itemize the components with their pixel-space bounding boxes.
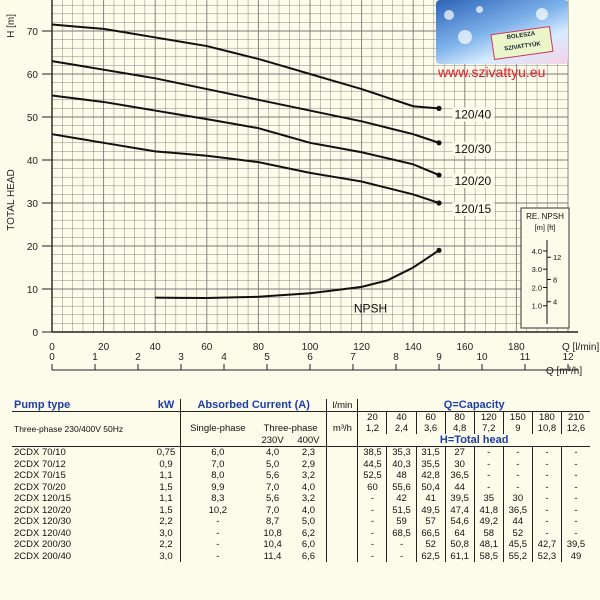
head-value-cell: 30 <box>503 493 532 505</box>
single-phase-cell: 10,2 <box>180 505 254 517</box>
spacer-cell <box>255 412 291 424</box>
head-value-cell: 68,5 <box>387 528 416 540</box>
x-tick-label-lmin: 0 <box>49 342 55 353</box>
npsh-ft-label: 8 <box>553 275 558 285</box>
head-value-cell: 64 <box>445 528 474 540</box>
head-value-cell: 49,5 <box>416 505 445 517</box>
head-value-cell: 55,6 <box>387 482 416 494</box>
table-row <box>12 493 590 505</box>
npsh-inset-units: [m] [ft] <box>534 223 556 232</box>
y-tick-label: 10 <box>26 285 38 296</box>
x-tick-label-lmin: 140 <box>404 342 422 353</box>
single-phase-cell: 7,0 <box>180 459 254 471</box>
x-tick-label-lmin: 180 <box>508 342 525 353</box>
head-value-cell: 47,4 <box>445 505 474 517</box>
pump-type-cell: 2CDX 120/20 <box>14 504 72 516</box>
npsh-inset-title: RE. NPSH <box>526 212 564 221</box>
head-value-cell: - <box>561 493 590 505</box>
capacity-m3h-cell: 1,2 <box>358 423 387 434</box>
x-axis-title-m3h: Q [m³/h] <box>546 366 583 377</box>
head-value-cell: - <box>358 539 387 551</box>
current-400v-cell: 6,6 <box>301 550 316 562</box>
pump-spec-table <box>12 399 590 562</box>
head-value-cell: 52,5 <box>358 470 387 482</box>
head-value-cell: - <box>474 482 503 494</box>
kw-cell: 0,9 <box>159 458 173 470</box>
head-value-cell: - <box>358 551 387 563</box>
y-axis-h-label: H [m] <box>6 14 17 38</box>
current-400v-cell: 2,3 <box>301 447 316 458</box>
table-row <box>12 482 590 494</box>
capacity-m3h-cell: 2,4 <box>387 423 416 434</box>
x-tick-label-m3h: 7 <box>350 352 356 363</box>
head-value-cell: 30 <box>445 459 474 471</box>
npsh-m-label: 2.0 <box>531 283 542 293</box>
head-value-cell: 54,6 <box>445 516 474 528</box>
capacity-lmin-cell: 180 <box>532 412 561 424</box>
head-value-cell: - <box>503 470 532 482</box>
head-value-cell: - <box>561 447 590 459</box>
header-unit-lmin: l/min <box>327 399 358 412</box>
capacity-m3h-cell: 3,6 <box>416 423 445 434</box>
npsh-m-label: 1.0 <box>531 301 542 311</box>
y-tick-label: 60 <box>26 70 38 81</box>
brand-logo <box>436 0 568 64</box>
header-total-head: H=Total head <box>358 434 590 447</box>
head-value-cell: - <box>503 482 532 494</box>
capacity-lmin-cell: 120 <box>474 412 503 424</box>
table-row <box>12 505 590 517</box>
header-unit-m3h: m³/h <box>327 423 358 434</box>
table-row <box>12 470 590 482</box>
y-axis-title: TOTAL HEAD <box>6 169 17 231</box>
current-400v-cell: 6,0 <box>301 539 316 550</box>
x-tick-label-m3h: 5 <box>264 352 270 363</box>
pump-type-cell: 2CDX 120/30 <box>14 516 72 527</box>
pump-type-cell: 2CDX 120/40 <box>14 527 72 539</box>
x-tick-label-m3h: 10 <box>476 352 488 363</box>
header-absorbed-current: Absorbed Current (A) <box>180 399 326 412</box>
head-value-cell: 42 <box>387 493 416 505</box>
current-400v-cell: 6,2 <box>301 527 316 539</box>
logo-bubble <box>476 6 483 13</box>
head-value-cell: 61,1 <box>445 551 474 563</box>
capacity-m3h-cell: 7,2 <box>474 423 503 434</box>
current-230v-cell: 5,0 <box>265 458 280 470</box>
head-value-cell: 51,5 <box>387 505 416 517</box>
spacer-cell <box>327 493 358 505</box>
table-row <box>12 516 590 528</box>
kw-cell: 3,0 <box>159 527 173 539</box>
x-tick-label-m3h: 1 <box>92 352 98 363</box>
head-value-cell: 35,3 <box>387 447 416 459</box>
head-value-cell: - <box>503 447 532 459</box>
head-value-cell: 44 <box>503 516 532 528</box>
head-value-cell: 42,7 <box>532 539 561 551</box>
single-phase-cell: - <box>180 516 254 528</box>
kw-cell: 0,75 <box>156 447 176 458</box>
spacer-cell <box>327 528 358 540</box>
logo-bubble <box>444 10 454 20</box>
head-value-cell: 57 <box>416 516 445 528</box>
capacity-m3h-cell: 9 <box>503 423 532 434</box>
single-phase-cell: 6,0 <box>180 447 254 459</box>
kw-cell: 3,0 <box>159 550 173 562</box>
spec-table <box>12 399 590 562</box>
head-value-cell: 62,5 <box>416 551 445 563</box>
pump-type-cell: 2CDX 70/12 <box>14 458 66 470</box>
single-phase-cell: - <box>180 551 254 563</box>
pump-type-cell: 2CDX 200/30 <box>14 539 72 550</box>
series-label: 120/20 <box>454 174 492 189</box>
head-value-cell: 58,5 <box>474 551 503 563</box>
single-phase-cell: 8,3 <box>180 493 254 505</box>
x-tick-label-lmin: 20 <box>98 342 110 353</box>
header-400v: 400V <box>297 434 320 446</box>
current-400v-cell: 2,9 <box>301 458 316 470</box>
spacer-cell <box>290 412 326 424</box>
current-400v-cell: 3,2 <box>301 493 316 504</box>
spacer-cell <box>152 412 180 424</box>
single-phase-cell: 8,0 <box>180 470 254 482</box>
head-value-cell: 52 <box>416 539 445 551</box>
head-value-cell: 59 <box>387 516 416 528</box>
x-tick-label-m3h: 6 <box>307 352 313 363</box>
table-row <box>12 447 590 459</box>
spacer-cell <box>12 412 152 424</box>
head-value-cell: 39,5 <box>445 493 474 505</box>
current-400v-cell: 4,0 <box>301 504 316 516</box>
current-230v-cell: 8,7 <box>265 516 280 527</box>
head-value-cell: 55,2 <box>503 551 532 563</box>
head-value-cell: - <box>532 459 561 471</box>
head-value-cell: 36,5 <box>445 470 474 482</box>
current-230v-cell: 5,6 <box>265 493 280 504</box>
series-label: 120/15 <box>454 202 492 216</box>
head-value-cell: 27 <box>445 447 474 459</box>
head-value-cell: - <box>561 470 590 482</box>
logo-bubble <box>536 8 548 20</box>
head-value-cell: 31,5 <box>416 447 445 459</box>
head-value-cell: 58 <box>474 528 503 540</box>
head-value-cell: 41,8 <box>474 505 503 517</box>
head-value-cell: 50,4 <box>416 482 445 494</box>
header-three-phase-voltage: Three-phase 230/400V 50Hz <box>14 423 124 434</box>
table-row <box>12 551 590 563</box>
head-value-cell: - <box>561 516 590 528</box>
head-value-cell: 39,5 <box>561 539 590 551</box>
head-value-cell: - <box>532 528 561 540</box>
current-230v-cell: 7,0 <box>265 481 280 493</box>
spacer-cell <box>327 482 358 494</box>
kw-cell: 1,5 <box>159 504 173 516</box>
head-value-cell: - <box>561 482 590 494</box>
series-label: 120/40 <box>454 107 492 122</box>
capacity-lmin-cell: 60 <box>416 412 445 424</box>
series-end-point <box>436 140 441 145</box>
single-phase-cell: - <box>180 539 254 551</box>
head-value-cell: - <box>387 551 416 563</box>
x-tick-label-m3h: 9 <box>436 352 442 363</box>
x-tick-label-m3h: 11 <box>519 352 531 363</box>
spec-table-body <box>12 447 590 563</box>
head-value-cell: - <box>532 493 561 505</box>
series-end-point <box>436 106 441 111</box>
pump-type-cell: 2CDX 120/15 <box>14 493 72 504</box>
x-axis-title-lmin: Q [l/min] <box>562 342 600 353</box>
pump-type-cell: 2CDX 70/20 <box>14 481 66 493</box>
head-value-cell: 42,8 <box>416 470 445 482</box>
capacity-lmin-cell: 40 <box>387 412 416 424</box>
head-value-cell: - <box>358 528 387 540</box>
current-230v-cell: 5,6 <box>265 470 280 481</box>
logo-text-2: SZIVATTYÚK <box>503 41 542 53</box>
x-tick-label-lmin: 40 <box>149 342 161 353</box>
logo-text-1: BOLESZA <box>506 31 536 42</box>
pump-type-cell: 2CDX 70/10 <box>14 447 66 458</box>
kw-cell: 1,1 <box>159 470 173 481</box>
head-value-cell: - <box>358 516 387 528</box>
capacity-lmin-cell: 150 <box>503 412 532 424</box>
head-value-cell: 35 <box>474 493 503 505</box>
series-end-point <box>436 200 441 205</box>
current-230v-cell: 4,0 <box>265 447 280 458</box>
head-value-cell: 41 <box>416 493 445 505</box>
x-tick-label-lmin: 160 <box>456 342 474 353</box>
head-value-cell: 52,3 <box>532 551 561 563</box>
head-value-cell: - <box>503 459 532 471</box>
x-tick-label-lmin: 100 <box>301 342 319 353</box>
y-tick-label: 30 <box>26 199 38 210</box>
header-capacity: Q=Capacity <box>358 399 590 412</box>
head-value-cell: - <box>561 528 590 540</box>
logo-tag <box>490 26 553 60</box>
kw-cell: 1,5 <box>159 481 173 493</box>
spacer-cell <box>180 412 254 424</box>
head-value-cell: - <box>358 505 387 517</box>
header-single-phase: Single-phase <box>180 423 254 434</box>
head-value-cell: 44 <box>445 482 474 494</box>
head-value-cell: - <box>474 459 503 471</box>
kw-cell: 2,2 <box>159 516 173 527</box>
x-tick-label-lmin: 80 <box>252 342 264 353</box>
capacity-m3h-cell: 10,8 <box>532 423 561 434</box>
head-value-cell: - <box>561 505 590 517</box>
capacity-lmin-cell: 20 <box>358 412 387 424</box>
head-value-cell: - <box>474 447 503 459</box>
y-tick-label: 0 <box>32 328 38 339</box>
head-value-cell: 40,3 <box>387 459 416 471</box>
head-value-cell: 35,5 <box>416 459 445 471</box>
head-value-cell: 60 <box>358 482 387 494</box>
head-value-cell: - <box>532 505 561 517</box>
lmin-values-row <box>12 412 590 424</box>
head-value-cell: - <box>532 447 561 459</box>
capacity-lmin-cell: 210 <box>561 412 590 424</box>
npsh-m-label: 3.0 <box>531 265 542 275</box>
current-400v-cell: 5,0 <box>301 516 316 527</box>
header-pump-type: Pump type <box>14 399 71 411</box>
npsh-ft-label: 4 <box>553 297 558 307</box>
head-value-cell: - <box>358 493 387 505</box>
x-tick-label-m3h: 4 <box>221 352 227 363</box>
table-row <box>12 459 590 471</box>
website-url[interactable]: www.szivattyu.eu <box>438 64 546 80</box>
spacer-cell <box>327 470 358 482</box>
head-value-cell: 44,5 <box>358 459 387 471</box>
head-value-cell: 50,8 <box>445 539 474 551</box>
series-label: 120/30 <box>454 141 492 156</box>
head-value-cell: - <box>532 482 561 494</box>
series-end-point <box>436 248 441 253</box>
kw-cell: 1,1 <box>159 493 173 504</box>
table-row <box>12 539 590 551</box>
spacer-cell <box>327 447 358 459</box>
x-tick-label-m3h: 8 <box>393 352 399 363</box>
x-tick-label-m3h: 2 <box>135 352 141 363</box>
head-value-cell: - <box>532 516 561 528</box>
header-kw: kW <box>157 399 175 411</box>
current-230v-cell: 10,4 <box>263 539 282 550</box>
capacity-m3h-cell: 4,8 <box>445 423 474 434</box>
pump-type-cell: 2CDX 200/40 <box>14 550 72 562</box>
capacity-lmin-cell: 80 <box>445 412 474 424</box>
head-value-cell: 48 <box>387 470 416 482</box>
current-230v-cell: 11,4 <box>263 550 282 562</box>
single-phase-cell: 9,9 <box>180 482 254 494</box>
header-230v: 230V <box>261 434 284 446</box>
head-value-cell: 45,5 <box>503 539 532 551</box>
spacer-cell <box>327 551 358 563</box>
spacer-cell <box>327 539 358 551</box>
spacer-cell <box>327 516 358 528</box>
head-value-cell: 49,2 <box>474 516 503 528</box>
y-tick-label: 20 <box>26 242 38 253</box>
series-label: NPSH <box>353 301 388 316</box>
head-value-cell: 36,5 <box>503 505 532 517</box>
capacity-m3h-cell: 12,6 <box>561 423 590 434</box>
head-value-cell: - <box>532 470 561 482</box>
current-230v-cell: 10,8 <box>263 527 282 539</box>
spacer-cell <box>327 412 358 424</box>
x-tick-label-lmin: 60 <box>201 342 213 353</box>
head-value-cell: 38,5 <box>358 447 387 459</box>
head-value-cell: 52 <box>503 528 532 540</box>
logo-bubble <box>458 30 472 44</box>
spacer-cell <box>327 505 358 517</box>
npsh-ft-label: 12 <box>553 253 562 263</box>
series-end-point <box>436 172 441 177</box>
current-230v-cell: 7,0 <box>265 504 280 516</box>
npsh-m-label: 4.0 <box>531 246 542 256</box>
x-tick-label-m3h: 12 <box>562 352 574 363</box>
x-tick-label-m3h: 0 <box>49 352 55 363</box>
head-value-cell: - <box>474 470 503 482</box>
head-value-cell: - <box>387 539 416 551</box>
header-three-phase: Three-phase <box>263 423 318 434</box>
table-row <box>12 528 590 540</box>
head-value-cell: - <box>561 459 590 471</box>
current-400v-cell: 3,2 <box>301 470 316 481</box>
y-tick-label: 70 <box>26 27 38 38</box>
head-value-cell: 48,1 <box>474 539 503 551</box>
pump-type-cell: 2CDX 70/15 <box>14 470 66 481</box>
y-tick-label: 40 <box>26 156 38 167</box>
kw-cell: 2,2 <box>159 539 173 550</box>
head-value-cell: 66,5 <box>416 528 445 540</box>
spacer-cell <box>327 459 358 471</box>
y-tick-label: 50 <box>26 113 38 124</box>
x-tick-label-m3h: 3 <box>178 352 184 363</box>
head-value-cell: 49 <box>561 551 590 563</box>
current-400v-cell: 4,0 <box>301 481 316 493</box>
single-phase-cell: - <box>180 528 254 540</box>
x-tick-label-lmin: 120 <box>353 342 370 353</box>
